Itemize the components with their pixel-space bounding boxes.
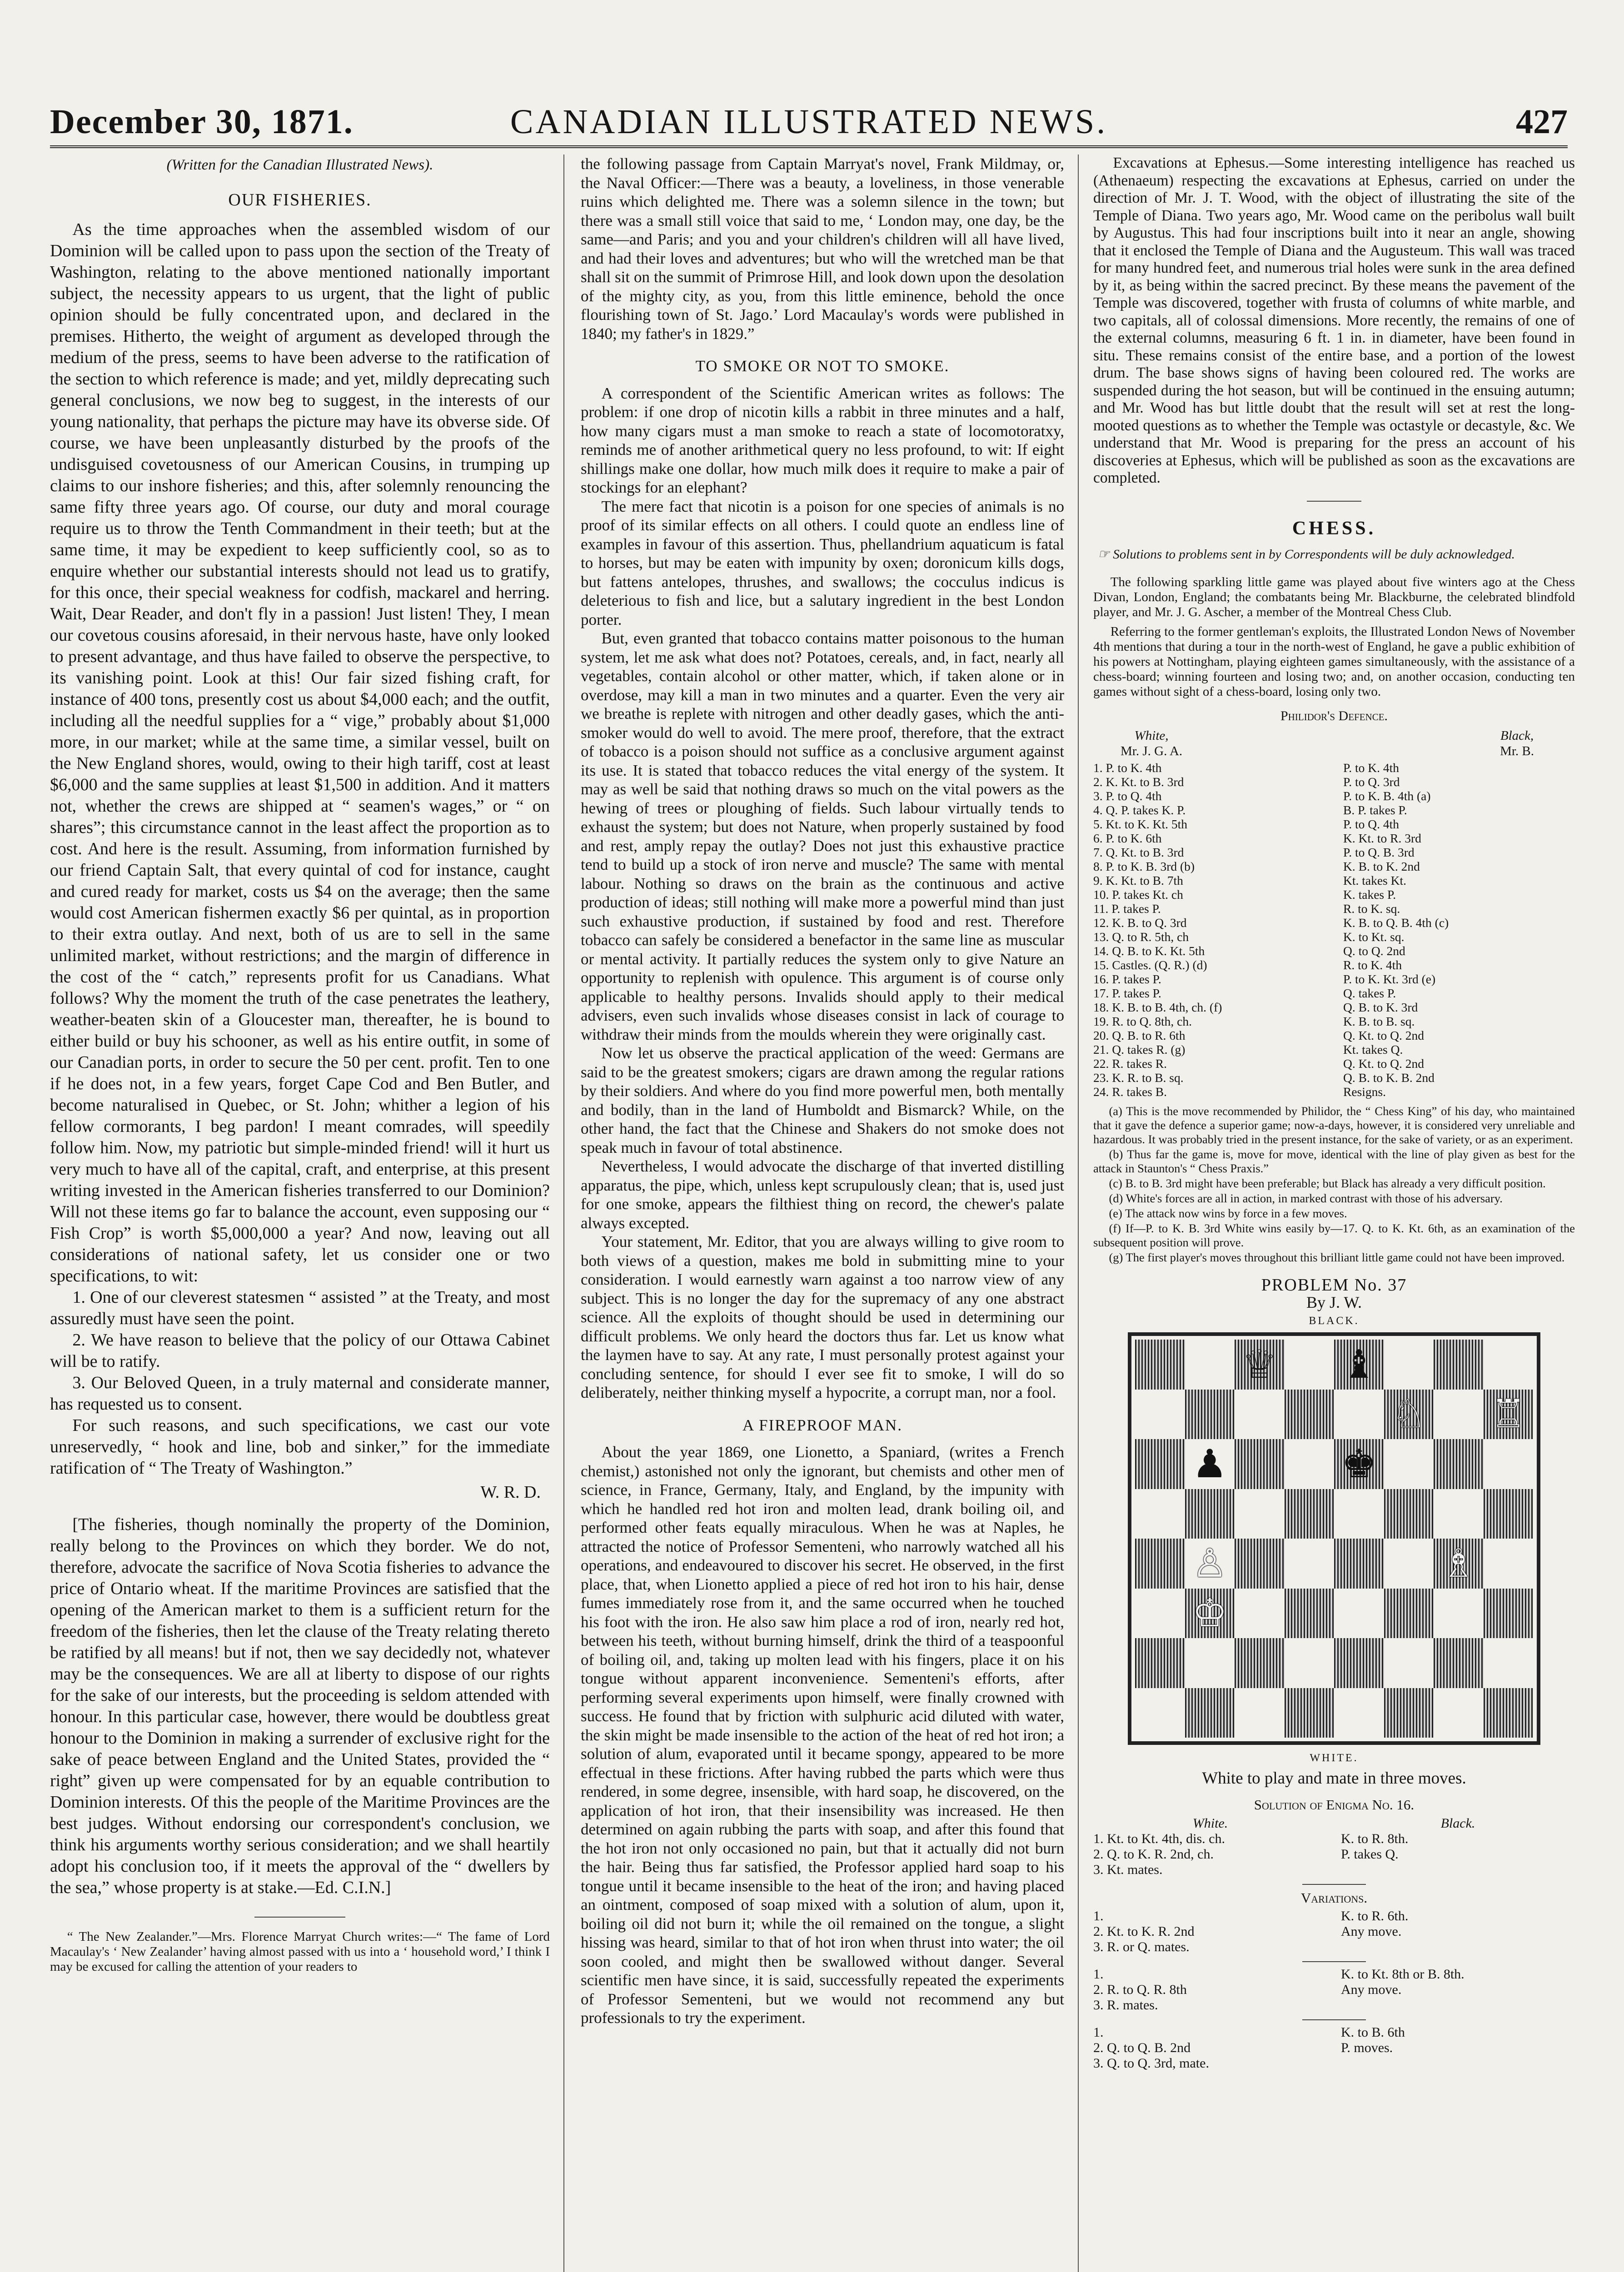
board-square-b5 [1185, 1489, 1235, 1539]
chess-notice: ☞ Solutions to problems sent in by Correspondents will be duly acknowledged. [1098, 547, 1515, 562]
game-move-white: 3. P. to Q. 4th [1093, 788, 1162, 803]
game-move-black: B. P. takes P. [1343, 802, 1407, 817]
board-square-f1 [1384, 1688, 1434, 1738]
article-credit: (Written for the Canadian Illustrated News). [166, 157, 433, 173]
game-moves [1093, 761, 1575, 1099]
game-move-black: Q. to Q. 2nd [1343, 943, 1405, 958]
chess-piece-icon: ♝ [1341, 1342, 1377, 1386]
chess-intro-2: Referring to the former gentleman's exploits, the Illustrated London News of November 4th mentions that during a tour in the north-west of England, he gave a public exhibition of his powers at Nottingham, playing eighteen games simultaneously, with the assistance of a chess-board; winning fourteen and losing two; and, on another occasion, conducting ten games without sight of a chess-board, losing only two. [1093, 624, 1575, 699]
variation-move-black: K. to R. 6th. [1341, 1908, 1409, 1923]
game-move-white: 14. Q. B. to K. Kt. 5th [1093, 943, 1205, 958]
variation-rule-1 [1302, 1961, 1366, 1962]
game-move-black: P. to Q. 3rd [1343, 774, 1400, 789]
game-move-white: 24. R. takes B. [1093, 1084, 1167, 1099]
board-square-a8 [1135, 1340, 1185, 1390]
black-side-label: BLACK. [1309, 1315, 1360, 1327]
problem-author: By J. W. [1306, 1293, 1362, 1311]
game-move-black: Q. B. to K. B. 2nd [1343, 1070, 1435, 1085]
board-square-d7 [1285, 1390, 1335, 1440]
game-move-black: P. to K. 4th [1343, 760, 1400, 775]
variation-move-black: Any move. [1341, 1982, 1402, 1997]
variation-1 [1093, 1908, 1575, 1955]
smoke-paragraph: Your statement, Mr. Editor, that you are always willing to give room to both views of a question, makes me bold in submitting mine to your consideration. I would earnestly warn against a too narrow view of any subject. This is no longer the day for the supremacy of any one abstract science. All the exploits of thought should be used in determining our difficult problems. We only heard the doctors thus far. Let us know what the laymen have to say. At any rate, I must personally protest against your concluding sentence, for should I ever see fit to smoke, I will do so deliberately, neither thinking myself a hypocrite, a corrupt man, nor a fool. [581, 1233, 1064, 1401]
white-side-label: WHITE. [1310, 1752, 1359, 1764]
board-square-c5 [1235, 1489, 1285, 1539]
smoke-paragraph: A correspondent of the Scientific American writes as follows: The problem: if one drop of nicotin kills a rabbit in three minutes and a half, how many cigars must a man smoke to reach a state of locomotoratxy, reminds me of another arithmetical query no less profound, to wit: If eight shillings make one dollar, how much milk does it require to make a pair of stockings for an elephant? [581, 384, 1064, 496]
smoke-paragraph: The mere fact that nicotin is a poison for one species of animals is no proof of its similar effects on all others. I could quote an endless line of examples in favour of this assertion. Thus, phellandrium aquaticum is fatal to horses, but may be eaten with impunity by oxen; doronicum kills dogs, but fattens antelopes, thrushes, and swallows; the cocculus indicus is deleterious to fish and lice, but a salutary ingredient in the best London porter. [581, 497, 1064, 628]
fireproof-body [581, 1443, 1064, 2028]
board-square-g8 [1434, 1340, 1484, 1390]
ephesus-paragraph: Excavations at Ephesus.—Some interesting intelligence has reached us (Athenaeum) respecting the excavations at Ephesus, carried on under the direction of Mr. J. T. Wood, with the object of illustrating the site of the Temple of Diana. Two years ago, Mr. Wood came on the peribolus wall built by Augustus. This had four inscriptions built into it near an angle, showing that it enclosed the Temple of Diana and the Augusteum. This wall was traced for many hundred feet, and numerous trial holes were sunk in the area defined by it, as being within the sacred precinct. By these means the pavement of the Temple was discovered, together with frusta of columns of white marble, and two capitals, all of colossal dimensions. More recently, the remains of one of the external columns, measuring 6 ft. 1 in. in diameter, have been found in situ. These remains consist of the entire base, and a portion of the lowest drum. The base shows signs of having been coloured red. The works are suspended during the hot season, but will be continued in the ensuing autumn; and Mr. Wood has but little doubt that the result will set at rest the long-mooted questions as to whether the Temple was octastyle or decastyle, &c. We understand that Mr. Wood is preparing for the press an account of his discoveries at Ephesus, which will be published as soon as the excavations are completed. [1093, 154, 1575, 486]
board-square-b2 [1185, 1638, 1235, 1688]
board-square-d3 [1285, 1589, 1335, 1639]
game-note: (e) The attack now wins by force in a few moves. [1109, 1206, 1347, 1220]
game-move-black: K. takes P. [1343, 887, 1396, 902]
masthead-date: December 30, 1871. [50, 103, 354, 141]
variations-title: Variations. [1300, 1889, 1368, 1906]
board-square-a6 [1135, 1439, 1185, 1489]
variation-3 [1093, 2025, 1575, 2071]
fisheries-paragraph: 1. One of our cleverest statesmen “ assisted ” at the Treaty, and most assuredly must have seen the point. [50, 1288, 550, 1328]
board-square-f4 [1384, 1539, 1434, 1589]
board-square-f5 [1384, 1489, 1434, 1539]
article-heading-fireproof: A FIREPROOF MAN. [742, 1416, 902, 1434]
game-notes [1093, 1104, 1575, 1265]
board-square-g6 [1434, 1439, 1484, 1489]
game-move-white: 19. R. to Q. 8th, ch. [1093, 1014, 1192, 1028]
board-square-a2 [1135, 1638, 1185, 1688]
section-rule-3 [1307, 501, 1361, 502]
board-square-c2 [1235, 1638, 1285, 1688]
game-move-black: Kt. takes Kt. [1343, 873, 1407, 887]
marryat-passage: the following passage from Captain Marryat's novel, Frank Mildmay, or, the Naval Officer:—There was a beauty, a loveliness, in those venerable ruins which delighted me. There was a solemn silence in the town; but there was a small still voice that said to me, ‘ London may, one day, be the same—and Paris; and you and your children's children will all have lived, and had their loves and adventures; but who will the wretched man be that shall sit on the summit of Primrose Hill, and look down upon the desolation of the mighty city, as you, from this little eminence, behold the once flourishing town of St. Jago.’ Lord Macaulay's words were published in 1840; my father's in 1829.” [581, 155, 1064, 343]
variation-2 [1093, 1967, 1575, 2013]
board-square-c6 [1235, 1439, 1285, 1489]
board-square-c3 [1235, 1589, 1285, 1639]
article-signature: W. R. D. [480, 1483, 541, 1502]
board-square-c8 [1235, 1340, 1285, 1390]
board-square-g7 [1434, 1390, 1484, 1440]
solution-move-black: K. to R. 8th. [1341, 1831, 1409, 1846]
solution-moves [1093, 1831, 1575, 1878]
game-move-white: 1. P. to K. 4th [1093, 760, 1162, 775]
column-1 [50, 154, 550, 2272]
game-move-black: P. to Q. B. 3rd [1343, 845, 1415, 859]
board-square-b8 [1185, 1340, 1235, 1390]
game-move-white: 21. Q. takes R. (g) [1093, 1042, 1186, 1056]
board-square-h5 [1484, 1489, 1534, 1539]
black-player: Mr. B. [1500, 743, 1534, 758]
white-player: Mr. J. G. A. [1121, 743, 1183, 758]
game-move-black: R. to K. sq. [1343, 901, 1400, 916]
game-move-black: K. Kt. to R. 3rd [1343, 831, 1421, 845]
variation-move-white: 1. [1093, 2025, 1104, 2040]
game-move-black: K. B. to B. sq. [1343, 1014, 1415, 1028]
board-square-h3 [1484, 1589, 1534, 1639]
variation-move-black [1341, 2056, 1575, 2071]
game-move-white: 8. P. to K. B. 3rd (b) [1093, 859, 1195, 873]
fisheries-paragraph: For such reasons, and such specifications, we cast our vote unreservedly, “ hook and line, bob and sinker,” for the immediate ratification of “ The Treaty of Washington.” [50, 1416, 550, 1478]
black-label: Black, [1500, 728, 1534, 743]
smoke-paragraph: But, even granted that tobacco contains matter poisonous to the human system, let me ask what does not? Potatoes, cereals, and, in fact, nearly all vegetables, contain alcohol or other matter, which, if taken alone or in overdose, may kill a man in two minutes and a quarter. Even the very air we breathe is replete with nitrogen and other deadly gases, which the anti-smoker would do well to avoid. The mere proof, therefore, that the extract of tobacco is a poison should not suffice as a conclusive argument against its use. It is stated that tobacco reduces the vital energy of the system. It may as well be said that nothing draws so much on the vital powers as the hewing of trees or ploughing of fields. Such labour virtually tends to exhaust the system; but does not Nature, when properly sustained by food and rest, amply repay the outlay? Does not just this exhaustive practice tend to build up a stock of iron nerve and muscle? The same with mental labour. Nothing so draws on the brain as the continuous and active production of ideas; still nothing will make more a powerful mind than just such exhaustive production, if sustained by food and rest. Therefore tobacco can safely be considered a benefactor in the same line as muscular or mental activity. It partially reduces the system only to give Nature an opportunity to replenish with opulence. This argument is of course only applicable to healthy persons. Invalids should apply to their medical advisers, even such invalids whose diseases consist in lack of courage to withdraw their minds from the moulds wherein they were originally cast. [581, 629, 1064, 1043]
board-square-d5 [1285, 1489, 1335, 1539]
game-note: (g) The first player's moves throughout this brilliant little game could not have been improved. [1109, 1250, 1565, 1264]
board-square-e8 [1334, 1340, 1384, 1390]
solution-header [1093, 1816, 1575, 1831]
board-square-d6 [1285, 1439, 1335, 1489]
chess-piece-icon: ♚ [1341, 1442, 1377, 1486]
board-square-g2 [1434, 1638, 1484, 1688]
board-square-h8 [1484, 1340, 1534, 1390]
game-move-white: 2. K. Kt. to B. 3rd [1093, 774, 1184, 789]
game-move-black: K. to Kt. sq. [1343, 929, 1405, 944]
page-number: 427 [1516, 103, 1568, 141]
board-square-f7 [1384, 1390, 1434, 1440]
board-square-d4 [1285, 1539, 1335, 1589]
board-square-e4 [1334, 1539, 1384, 1589]
board-square-b4 [1185, 1539, 1235, 1589]
chess-diagram [1128, 1332, 1540, 1745]
fisheries-paragraph: 2. We have reason to believe that the policy of our Ottawa Cabinet will be to ratify. [50, 1330, 550, 1371]
opening-name: Philidor's Defence. [1280, 708, 1388, 723]
variation-move-white: 2. Q. to Q. B. 2nd [1093, 2040, 1191, 2055]
article-heading-fisheries: OUR FISHERIES. [228, 190, 372, 209]
game-move-black: P. to K. B. 4th (a) [1343, 788, 1431, 803]
smoke-body [581, 384, 1064, 1402]
game-move-white: 9. K. Kt. to B. 7th [1093, 873, 1183, 887]
fireproof-paragraph: About the year 1869, one Lionetto, a Spaniard, (writes a French chemist,) astonished not only the ignorant, but chemists and other men of science, in France, Germany, Italy, and England, by the impunity with which he handled red hot iron and molten lead, drank boiling oil, and performed other feats equally miraculous. When he was at Naples, he attracted the notice of Professor Sementeni, who narrowly watched all his operations, and endeavoured to discover his secret. He observed, in the first place, that, when Lionetto applied a piece of red hot iron to his hair, dense fumes immediately rose from it, and the same occurred when he touched his foot with the iron. He also saw him place a rod of iron, nearly red hot, between his teeth, without burning himself, drink the third of a teaspoonful of boiling oil, and, taking up molten lead with his fingers, place it on his tongue without apparent inconvenience. Sementeni's efforts, after performing several experiments upon himself, were finally crowned with success. He found that by friction with sulphuric acid diluted with water, the skin might be made insensible to the action of the heat of red hot iron; a solution of alum, evaporated until it became spongy, appeared to be more effectual in these frictions. After having rubbed the parts which were thus rendered, in some degree, insensible, with hard soap, he discovered, on the application of hot iron, that their insensibility was increased. He then determined on again rubbing the parts with soap, and after this found that the hot iron not only occasioned no pain, but that it actually did not burn the hair. Being thus far satisfied, the Professor applied hard soap to his tongue until it became insensible to the heat of the iron; and having placed an ointment, composed of soap mixed with a solution of alum, upon it, boiling oil did not burn it; while the oil remained on the tongue, a slight hissing was heard, similar to that of hot iron when thrust into water; the oil soon cooled, and might then be swallowed without danger. Several scientific men have since, it is said, successfully repeated the experiments of Professor Sementeni, but we would not recommend any but professionals to try the experiment. [581, 1443, 1064, 2027]
board-square-a5 [1135, 1489, 1185, 1539]
chess-piece-icon: ♘ [1391, 1392, 1426, 1436]
board-square-c7 [1235, 1390, 1285, 1440]
variation-move-white: 2. R. to Q. R. 8th [1093, 1982, 1187, 1997]
column-divider-1 [563, 154, 564, 2272]
board-square-e6 [1334, 1439, 1384, 1489]
board-square-a7 [1135, 1390, 1185, 1440]
board-square-c1 [1235, 1688, 1285, 1738]
board-square-g4 [1434, 1539, 1484, 1589]
variation-move-white: 1. [1093, 1967, 1104, 1982]
chess-piece-icon: ♟ [1192, 1442, 1227, 1486]
fisheries-paragraph: 3. Our Beloved Queen, in a truly maternal and considerate manner, has requested us to consent. [50, 1373, 550, 1414]
game-move-black: Q. takes P. [1343, 986, 1396, 1000]
variation-move-black: K. to Kt. 8th or B. 8th. [1341, 1967, 1465, 1982]
variation-move-white: 3. Q. to Q. 3rd, mate. [1093, 2056, 1209, 2071]
board-square-f2 [1384, 1638, 1434, 1688]
game-move-white: 4. Q. P. takes K. P. [1093, 802, 1186, 817]
new-zealander-paragraph: “ The New Zealander.”—Mrs. Florence Marryat Church writes:—“ The fame of Lord Macaulay's ‘ New Zealander’ having almost passed with us into a ‘ household word,’ I think I may be excused for calling the attention of your readers to [50, 1929, 550, 1974]
board-square-h2 [1484, 1638, 1534, 1688]
board-square-a3 [1135, 1589, 1185, 1639]
board-square-h4 [1484, 1539, 1534, 1589]
game-move-white: 16. P. takes P. [1093, 972, 1161, 986]
game-move-black: Q. B. to K. 3rd [1343, 1000, 1418, 1014]
board-square-b3 [1185, 1589, 1235, 1639]
masthead-rule [50, 145, 1568, 148]
game-move-black: P. to K. Kt. 3rd (e) [1343, 972, 1436, 986]
solution-move-black: P. takes Q. [1341, 1846, 1399, 1862]
chess-piece-icon: ♖ [1490, 1392, 1526, 1436]
solution-move-white: 2. Q. to K. R. 2nd, ch. [1093, 1846, 1214, 1862]
solution-move-white: 1. Kt. to Kt. 4th, dis. ch. [1093, 1831, 1225, 1846]
game-note: (f) If—P. to K. B. 3rd White wins easily by—17. Q. to K. Kt. 6th, as an examination of the subsequent position will prove. [1093, 1221, 1575, 1249]
smoke-paragraph: Nevertheless, I would advocate the discharge of that inverted distilling apparatus, the pipe, which, unless kept scrupulously clean; that is, used just for one smoke, appears the filthiest thing on record, the chewer's palate always excepted. [581, 1157, 1064, 1232]
game-note: (b) Thus far the game is, move for move, identical with the line of play given as best for the attack in Staunton's “ Chess Praxis.” [1093, 1147, 1575, 1175]
board-square-e7 [1334, 1390, 1384, 1440]
board-square-g3 [1434, 1589, 1484, 1639]
game-move-white: 15. Castles. (Q. R.) (d) [1093, 957, 1207, 972]
game-move-white: 6. P. to K. 6th [1093, 831, 1162, 845]
variation-move-black: P. moves. [1341, 2040, 1393, 2055]
column-3 [1093, 154, 1575, 2272]
board-square-c4 [1235, 1539, 1285, 1589]
game-move-white: 18. K. B. to B. 4th, ch. (f) [1093, 1000, 1222, 1014]
solution-move-white: 3. Kt. mates. [1093, 1862, 1163, 1877]
board-square-d1 [1285, 1688, 1335, 1738]
game-move-white: 5. Kt. to K. Kt. 5th [1093, 817, 1188, 831]
smoke-paragraph: Now let us observe the practical application of the weed: Germans are said to be the greatest smokers; cigars are drawn among the regular rations by their soldiers. And where do you find more powerful men, both mentally and bodily, than in the land of Humboldt and Bismarck? While, on the other hand, the fact that the Chinese and Shakers do not smoke does not speak much in favour of total abstinence. [581, 1044, 1064, 1156]
game-move-black: K. B. to Q. B. 4th (c) [1343, 915, 1449, 930]
variation-move-white: 2. Kt. to K. R. 2nd [1093, 1924, 1195, 1939]
board-square-f3 [1384, 1589, 1434, 1639]
board-square-f6 [1384, 1439, 1434, 1489]
game-move-black: Kt. takes Q. [1343, 1042, 1403, 1056]
game-note: (d) White's forces are all in action, in marked contrast with those of his adversary. [1109, 1191, 1503, 1205]
solution-move-black [1341, 1862, 1575, 1878]
board-square-g5 [1434, 1489, 1484, 1539]
variation-move-black [1341, 1939, 1575, 1955]
column-divider-2 [1078, 154, 1079, 2272]
game-move-white: 11. P. takes P. [1093, 901, 1161, 916]
board-square-d2 [1285, 1638, 1335, 1688]
board-square-h6 [1484, 1439, 1534, 1489]
variation-rule-2 [1302, 2019, 1366, 2020]
board-square-e1 [1334, 1688, 1384, 1738]
variation-move-white: 3. R. mates. [1093, 1998, 1158, 2013]
game-note: (a) This is the move recommended by Philidor, the “ Chess King” of his day, who maintained that it gave the defence a superior game; now-a-days, however, it is considered very unreliable and hazardous. It was probably tried in the present instance, for the sake of variety, or as an experiment. [1093, 1104, 1575, 1146]
fisheries-body [50, 219, 550, 1479]
board-square-e5 [1334, 1489, 1384, 1539]
game-note: (c) B. to B. 3rd might have been preferable; but Black has already a very difficult position. [1109, 1176, 1546, 1190]
chess-piece-icon: ♔ [1192, 1591, 1227, 1635]
board-square-h1 [1484, 1688, 1534, 1738]
game-move-white: 17. P. takes P. [1093, 986, 1161, 1000]
players-header [1093, 728, 1575, 759]
board-square-h7 [1484, 1390, 1534, 1440]
game-move-white: 7. Q. Kt. to B. 3rd [1093, 845, 1184, 859]
game-move-black: Q. Kt. to Q. 2nd [1343, 1056, 1424, 1071]
board-square-g1 [1434, 1688, 1484, 1738]
game-move-black: R. to K. 4th [1343, 957, 1402, 972]
variation-move-white: 1. [1093, 1908, 1104, 1923]
board-square-b6 [1185, 1439, 1235, 1489]
chess-piece-icon: ♙ [1192, 1541, 1227, 1585]
white-label: White, [1134, 728, 1169, 743]
problem-task: White to play and mate in three moves. [1202, 1769, 1466, 1788]
board-square-b1 [1185, 1688, 1235, 1738]
game-move-black: K. B. to K. 2nd [1343, 859, 1420, 873]
board-square-f8 [1384, 1340, 1434, 1390]
game-move-white: 22. R. takes R. [1093, 1056, 1167, 1071]
editor-note: [The fisheries, though nominally the property of the Dominion, really belong to the Provinces on which they border. We do not, therefore, advocate the sacrifice of Nova Scotia fisheries to advance the price of Ontario wheat. If the maritime Provinces are satisfied that the opening of the American market to them is a sufficient return for the freedom of the fisheries, then let the clause of the Treaty relating thereto be ratified by all means! but if not, then we say decidedly not, whatever may be the consequences. We are all at liberty to dispose of our rights for the sake of our interests, but the proceeding is seldom attended with honour. In this particular case, however, there would be doubtless great honour to the Dominion in making a surrender of exclusive right for the sake of peace between England and the United States, provided the “ right” given up were compensated for by an equable contribution to Dominion interests. Of this the people of the Maritime Provinces are the best judges. Without endorsing our correspondent's conclusion, we think his arguments worthy serious consideration; and we shall heartily adopt his conclusion too, if it meets the approval of the “ dwellers by the sea,” whose property is at stake.—Ed. C.I.N.] [50, 1515, 550, 1897]
variation-move-black: Any move. [1341, 1924, 1402, 1939]
game-move-white: 20. Q. B. to R. 6th [1093, 1028, 1186, 1042]
chess-piece-icon: ♕ [1242, 1342, 1277, 1386]
game-move-black: P. to Q. 4th [1343, 817, 1400, 831]
fisheries-paragraph: As the time approaches when the assembled wisdom of our Dominion will be called upon to pass upon the section of the Treaty of Washington, relating to the above mentioned nationally important subject, the necessity appears to us urgent, that the light of public opinion should be fully concentrated upon, and declared in the premises. Hitherto, the weight of argument as developed through the medium of the press, seems to have been adverse to the ratification of the section to which reference is made; and yet, mildly deprecating such general conclusions, we now beg to suggest, in the interests of our young nationality, that perhaps the picture may have its obverse side. Of course, we have been unpleasantly disturbed by the proofs of the undisguised covetousness of our American Cousins, in trumping up claims to our inshore fisheries; and this, after solemnly renouncing the same fifty three years ago. Of course, our duty and moral courage require us to throw the Tenth Commandment in their teeth; but at the same time, it may be expedient to keep sufficiently cool, so as to enquire whether our substantial interests should not lead us to gratify, for this once, their special weakness for codfish, mackarel and herring. Wait, Dear Reader, and don't fly in a passion! Just listen! They, I mean our covetous cousins aforesaid, in their nervous haste, have only looked to present advantage, and thus have failed to observe the perspective, to its vanishing point. Look at this! Our fair sized fishing craft, for instance of 400 tons, presently cost us about $4,000 each; and the outfit, including all the needful supplies for a “ vige,” probably about $1,000 more, in our market; while at the same time, a similar vessel, built on the New England shores, would, owing to their high tariff, cost at least $6,000 and the same supplies at least $1,500 in addition. And it matters not, whether the crews are shipped at “ seamen's wages,” or “ on shares”; this circumstance cannot in the least affect the proportion as to cost. And here is the result. Assuming, from information furnished by our friend Captain Salt, that every quintal of cod for instance, caught and cured ready for market, costs us $4 on the average; then the same would cost American fishermen exactly $6 per quintal, as in proportion to their extra outlay. And next, both of us are to sell in the same unlimited market, without restrictions; and the margin of difference in the cost of the “ catch,” represents profit for us Canadians. What follows? Why the moment the truth of the case penetrates the leathery, weather-beaten skin of a Gloucester man, thereafter, he is bound to either build or buy his schooner, as well as his entire outfit, in some of our Canadian ports, in order to secure the 50 per cent. profit. Ten to one if he does not, in a few years, forget Cape Cod and Ben Butler, and become naturalised in Quebec, or St. John; whither a legion of his fellow cormorants, I beg pardon! I meant comrades, will speedily follow him. Now, my patriotic but simple-minded friend! will it hurt us very much to have all of the capital, craft, and enterprise, at this present writing invested in the American fisheries transferred to our Dominion? Will not these items go far to balance the account, even supposing our “ Fish Crop” is worth $5,000,000 a year? And now, leaving out all considerations of national safety, let us consider one or two specifications, to wit: [50, 220, 550, 1285]
game-move-white: 23. K. R. to B. sq. [1093, 1070, 1184, 1085]
board-square-a4 [1135, 1539, 1185, 1589]
board-square-e3 [1334, 1589, 1384, 1639]
chess-board [1135, 1340, 1533, 1738]
board-square-d8 [1285, 1340, 1335, 1390]
variation-move-black: K. to B. 6th [1341, 2025, 1405, 2040]
game-move-white: 10. P. takes Kt. ch [1093, 887, 1183, 902]
solution-black-label: Black. [1440, 1815, 1475, 1831]
chess-heading: CHESS. [1292, 518, 1376, 539]
game-move-white: 13. Q. to R. 5th, ch [1093, 929, 1189, 944]
board-square-a1 [1135, 1688, 1185, 1738]
chess-intro: The following sparkling little game was played about five winters ago at the Chess Divan, London, England; the combatants being Mr. Blackburne, the celebrated blindfold player, and Mr. J. G. Ascher, a member of the Montreal Chess Club. [1093, 575, 1575, 619]
solution-rule [1302, 1884, 1366, 1885]
column-2 [581, 154, 1064, 2272]
solution-white-label: White. [1192, 1815, 1228, 1831]
article-heading-smoke: TO SMOKE OR NOT TO SMOKE. [695, 357, 950, 375]
masthead-title: CANADIAN ILLUSTRATED NEWS. [510, 103, 1108, 141]
game-move-black: Resigns. [1343, 1084, 1386, 1099]
board-square-e2 [1334, 1638, 1384, 1688]
game-move-white: 12. K. B. to Q. 3rd [1093, 915, 1187, 930]
chess-piece-icon: ♗ [1441, 1541, 1476, 1585]
masthead [50, 77, 1568, 145]
board-square-b7 [1185, 1390, 1235, 1440]
section-rule [254, 1917, 345, 1918]
game-move-black: Q. Kt. to Q. 2nd [1343, 1028, 1424, 1042]
problem-title: PROBLEM No. 37 [1261, 1275, 1407, 1295]
solution-title: Solution of Enigma No. 16. [1254, 1797, 1415, 1813]
variation-move-black [1341, 1998, 1575, 2013]
variation-move-white: 3. R. or Q. mates. [1093, 1939, 1190, 1954]
